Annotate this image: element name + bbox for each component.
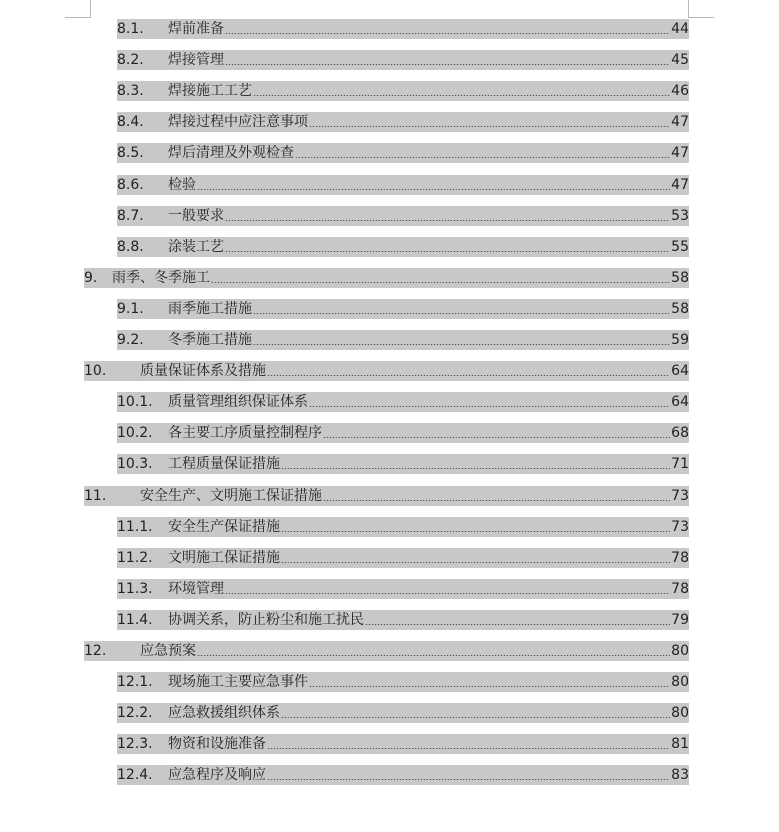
toc-entry[interactable] <box>117 672 689 692</box>
toc-dot-leader <box>267 748 670 749</box>
toc-entry-number: 8.1. <box>117 21 144 37</box>
toc-entry-page-number: 58 <box>671 270 689 286</box>
toc-entry-page-number: 71 <box>671 456 689 472</box>
toc-entry[interactable] <box>84 641 689 661</box>
toc-entry-page-number: 47 <box>671 177 689 193</box>
toc-entry[interactable] <box>117 517 689 537</box>
toc-entry-number: 8.2. <box>117 52 144 68</box>
toc-entry-page-number: 73 <box>671 488 689 504</box>
toc-entry-title: 雨季施工措施 <box>168 301 252 317</box>
toc-entry[interactable] <box>117 206 689 226</box>
toc-entry-page-number: 64 <box>671 394 689 410</box>
toc-entry-page-number: 47 <box>671 114 689 130</box>
toc-entry[interactable] <box>84 268 689 288</box>
toc-entry[interactable] <box>117 330 689 350</box>
toc-entry-number: 10.1. <box>117 394 153 410</box>
toc-entry-page-number: 80 <box>671 674 689 690</box>
toc-entry-number: 11.3. <box>117 581 153 597</box>
toc-entry[interactable] <box>117 703 689 723</box>
toc-dot-leader <box>365 624 670 625</box>
toc-entry-title: 环境管理 <box>168 581 224 597</box>
toc-entry-title: 一般要求 <box>168 208 224 224</box>
toc-entry-page-number: 73 <box>671 519 689 535</box>
toc-entry[interactable] <box>84 361 689 381</box>
toc-entry[interactable] <box>84 486 689 506</box>
toc-entry-number: 10.3. <box>117 456 153 472</box>
toc-entry-page-number: 46 <box>671 83 689 99</box>
toc-entry-title: 工程质量保证措施 <box>168 456 280 472</box>
toc-entry-page-number: 68 <box>671 425 689 441</box>
toc-entry[interactable] <box>117 392 689 412</box>
toc-entry-title: 安全生产、文明施工保证措施 <box>140 488 322 504</box>
toc-entry-title: 应急程序及响应 <box>168 767 266 783</box>
toc-entry-page-number: 83 <box>671 767 689 783</box>
page-corner-mark-right <box>688 0 714 18</box>
toc-entry-number: 11. <box>84 488 107 504</box>
toc-dot-leader <box>309 126 670 127</box>
toc-entry-number: 8.7. <box>117 208 144 224</box>
toc-dot-leader <box>281 531 670 532</box>
toc-entry-title: 文明施工保证措施 <box>168 550 280 566</box>
toc-entry-title: 应急预案 <box>140 643 196 659</box>
toc-entry[interactable] <box>117 734 689 754</box>
toc-dot-leader <box>323 437 670 438</box>
toc-entry[interactable] <box>117 548 689 568</box>
toc-entry-title: 涂装工艺 <box>168 239 224 255</box>
toc-entry-title: 焊接过程中应注意事项 <box>168 114 308 130</box>
toc-entry-page-number: 44 <box>671 21 689 37</box>
toc-entry-page-number: 80 <box>671 705 689 721</box>
toc-entry-title: 焊后清理及外观检查 <box>168 145 294 161</box>
toc-entry-page-number: 53 <box>671 208 689 224</box>
toc-dot-leader <box>197 189 670 190</box>
toc-entry-title: 检验 <box>168 177 196 193</box>
toc-entry[interactable] <box>117 299 689 319</box>
toc-entry-number: 8.6. <box>117 177 144 193</box>
toc-dot-leader <box>225 64 670 65</box>
toc-entry-page-number: 79 <box>671 612 689 628</box>
toc-entry-title: 冬季施工措施 <box>168 332 252 348</box>
toc-dot-leader <box>253 313 670 314</box>
toc-entry-title: 焊接施工工艺 <box>168 83 252 99</box>
toc-entry-page-number: 64 <box>671 363 689 379</box>
toc-entry-number: 12.1. <box>117 674 153 690</box>
toc-entry-title: 质量保证体系及措施 <box>140 363 266 379</box>
toc-entry-title: 各主要工序质量控制程序 <box>168 425 322 441</box>
toc-entry-title: 焊前准备 <box>168 21 224 37</box>
toc-entry-page-number: 78 <box>671 550 689 566</box>
toc-entry-number: 9.1. <box>117 301 144 317</box>
toc-entry[interactable] <box>117 112 689 132</box>
toc-entry-number: 12. <box>84 643 107 659</box>
toc-dot-leader <box>281 717 670 718</box>
toc-dot-leader <box>253 95 670 96</box>
page-corner-mark-left <box>65 0 91 18</box>
toc-entry-number: 8.8. <box>117 239 144 255</box>
toc-entry-page-number: 58 <box>671 301 689 317</box>
toc-entry[interactable] <box>117 81 689 101</box>
toc-dot-leader <box>295 157 670 158</box>
toc-dot-leader <box>225 33 670 34</box>
toc-entry-page-number: 78 <box>671 581 689 597</box>
toc-entry-number: 12.3. <box>117 736 153 752</box>
toc-entry-title: 焊接管理 <box>168 52 224 68</box>
toc-entry-number: 10.2. <box>117 425 153 441</box>
toc-entry[interactable] <box>117 765 689 785</box>
toc-entry-page-number: 59 <box>671 332 689 348</box>
toc-dot-leader <box>281 468 670 469</box>
toc-dot-leader <box>323 500 670 501</box>
toc-dot-leader <box>225 220 670 221</box>
toc-dot-leader <box>253 344 670 345</box>
toc-entry-number: 8.5. <box>117 145 144 161</box>
toc-dot-leader <box>267 779 670 780</box>
toc-dot-leader <box>309 406 670 407</box>
toc-entry-page-number: 47 <box>671 145 689 161</box>
toc-entry-number: 11.1. <box>117 519 153 535</box>
toc-entry-number: 9. <box>84 270 98 286</box>
toc-dot-leader <box>225 593 670 594</box>
toc-entry-number: 9.2. <box>117 332 144 348</box>
toc-entry-title: 雨季、冬季施工 <box>112 270 210 286</box>
toc-entry-number: 8.4. <box>117 114 144 130</box>
toc-entry[interactable] <box>117 610 689 630</box>
toc-dot-leader <box>309 686 670 687</box>
toc-dot-leader <box>225 251 670 252</box>
toc-entry[interactable] <box>117 50 689 70</box>
toc-entry-number: 11.4. <box>117 612 153 628</box>
toc-entry-number: 12.4. <box>117 767 153 783</box>
toc-entry[interactable] <box>117 175 689 195</box>
toc-entry-title: 应急救援组织体系 <box>168 705 280 721</box>
toc-entry[interactable] <box>117 19 689 39</box>
toc-entry-number: 11.2. <box>117 550 153 566</box>
toc-entry-title: 质量管理组织保证体系 <box>168 394 308 410</box>
toc-entry-title: 现场施工主要应急事件 <box>168 674 308 690</box>
toc-dot-leader <box>197 655 670 656</box>
toc-entry-number: 12.2. <box>117 705 153 721</box>
toc-entry[interactable] <box>117 579 689 599</box>
toc-dot-leader <box>211 282 670 283</box>
toc-dot-leader <box>267 375 670 376</box>
toc-entry-title: 协调关系，防止粉尘和施工扰民 <box>168 612 364 628</box>
toc-entry[interactable] <box>117 454 689 474</box>
toc-entry-number: 10. <box>84 363 107 379</box>
toc-entry-page-number: 55 <box>671 239 689 255</box>
toc-entry-title: 安全生产保证措施 <box>168 519 280 535</box>
toc-entry[interactable] <box>117 423 689 443</box>
toc-entry-title: 物资和设施准备 <box>168 736 266 752</box>
toc-dot-leader <box>281 562 670 563</box>
toc-entry[interactable] <box>117 237 689 257</box>
toc-entry-number: 8.3. <box>117 83 144 99</box>
toc-entry-page-number: 81 <box>671 736 689 752</box>
toc-entry-page-number: 80 <box>671 643 689 659</box>
toc-entry[interactable] <box>117 143 689 163</box>
toc-entry-page-number: 45 <box>671 52 689 68</box>
